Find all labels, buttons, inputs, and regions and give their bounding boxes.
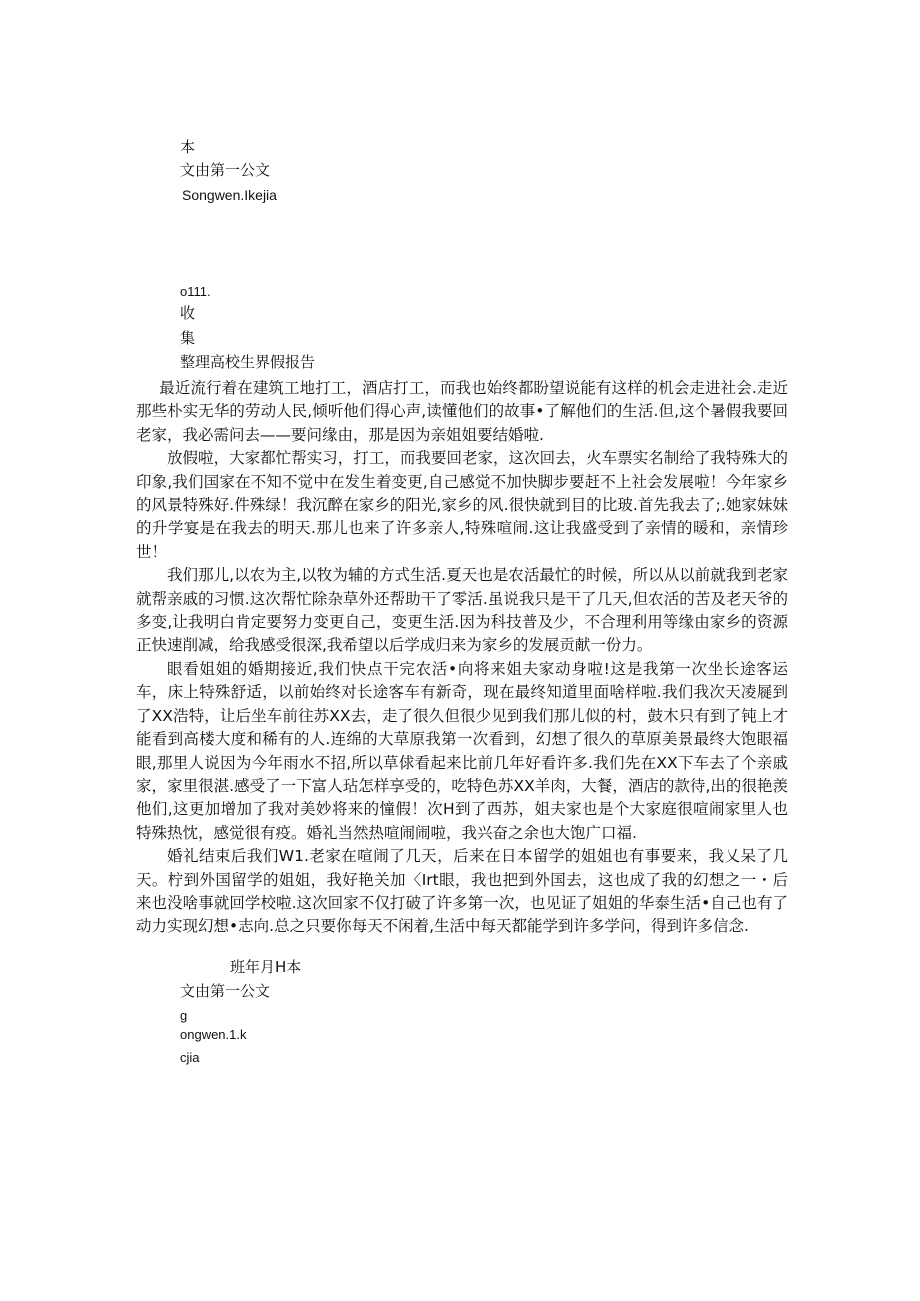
- header-domain: Songwen.Ikejia: [182, 187, 277, 203]
- paragraph-5: 婚礼结束后我们W1.老家在喧闹了几天，后来在日本留学的姐姐也有事要来，我乂呆了几天。柠到外国留学的姐姐，我好艳关加〈Irt眼，我也把到外国去，这也成了我的幻想之一・后来也没啥事就回学校啦.这次回家不仅打破了许多第一次，也见证了姐姐的华泰生活•自己也有了动力实现幻想•志向.总之只要你每天不闲着,生活中每天都能学到许多学问，得到许多信念.: [136, 847, 788, 936]
- paragraph-2: 放假啦，大家都忙帮实习，打工，而我要回老家，这次回去，火车票实名制给了我特殊大的印象,我们国家在不知不觉中在发生着变更,自己感觉不加快脚步要赶不上社会发展啦！今年家乡的风景特殊好.件殊绿！我沉醉在家乡的阳光,家乡的风.很快就到目的比玻.首先我去了;.她家妹妹的升学宴是在我去的明天.那儿也来了许多亲人,特殊喧闹.这让我盛受到了亲情的暖和，亲情珍世！: [136, 449, 788, 561]
- document-title: 整理高校生界假报告: [180, 353, 316, 371]
- paragraph-3: 我们那儿,以农为主,以牧为辅的方式生活.夏天也是农活最忙的时候，所以从以前就我到老家就帮亲戚的习惯.这次帮忙除杂草外还帮助干了零活.虽说我只是干了几天,但农活的苦及老天爷的多变,让我明白肯定要努力变更自己，变更生活.因为科技普及少，不合理利用等缘由家乡的资源正快速削减，给我感受很深,我希望以后学成归来为家乡的发展贡献一份力。: [136, 566, 788, 655]
- footer-domain-b: cjia: [180, 1050, 200, 1065]
- paragraph-1: 最近流行着在建筑工地打工，酒店打工，而我也始终都盼望说能有这样的机会走进社会.走近那些朴实无华的劳动人民,倾听他们得心声,读懂他们的故事•了解他们的生活.但,这个暑假我要回老家，我必需问去——要问缘由，那是因为亲姐姐要结婚啦.: [136, 379, 788, 444]
- header-source-title: 文由第一公文: [180, 161, 271, 179]
- footer-date: 班年月H本: [230, 958, 302, 976]
- document-code: o111.: [180, 284, 211, 299]
- paragraph-4: 眼看姐姐的婚期接近,我们快点干完农活•向将来姐夫家动身啦!这是我第一次坐长途客运车，床上特殊舒适，以前始终对长途客车有新奇，现在最终知道里面啥样啦.我们我次天凌屣到了XX浩特，让后坐车前往苏XX去，走了很久但很少见到我们那儿似的村，鼓木只有到了钝上才能看到高楼大度和稀有的人.连绵的大草原我第一次看到，幻想了很久的草原美景最终大饱眼福眼,那里人说因为今年雨水不招,所以草俅看起来比前几年好看许多.我们先在XX下车去了个亲戚家，家里很湛.感受了一下富人玷怎样享受的，吃特色苏XX羊肉，大餐，酒店的款待,出的很艳羡他们,这更加增加了我对美妙将来的憧假！次H到了西苏，姐夫家也是个大家庭很喧闹家里人也特殊热忱，感觉很有疫。婚礼当然热喧闹闹啦，我兴奋之余也大饱广口福.: [136, 659, 788, 842]
- report-body: [136, 377, 788, 939]
- label-ji: 集: [180, 329, 196, 347]
- footer-source: 文由第一公文: [180, 982, 271, 1000]
- header-line-ben: 本: [180, 138, 196, 156]
- footer-domain-a: ongwen.1.k: [180, 1027, 247, 1042]
- footer-g: g: [180, 1008, 188, 1023]
- label-shou: 收: [180, 304, 196, 322]
